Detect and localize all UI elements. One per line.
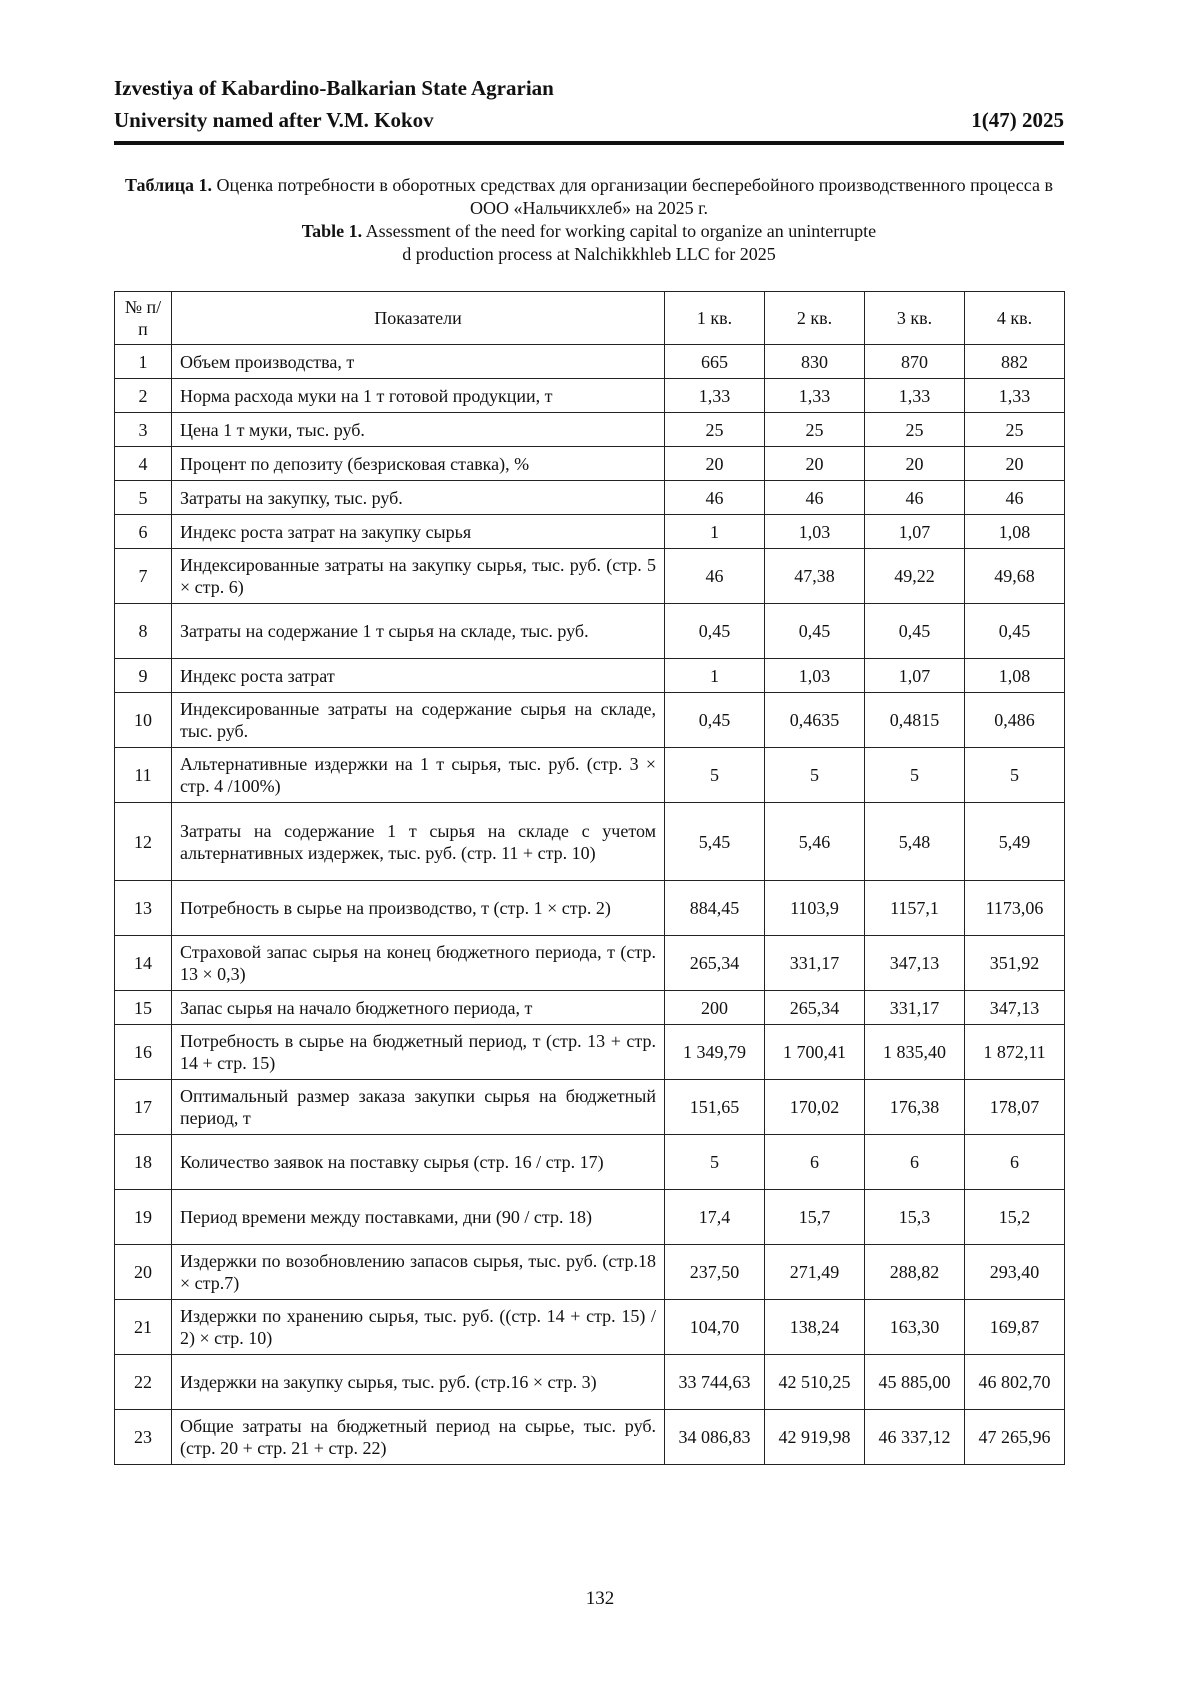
row-indicator: Альтернативные издержки на 1 т сырья, тыс. руб. (стр. 3 × стр. 4 /100%) <box>172 748 665 803</box>
row-value-q1: 200 <box>665 991 765 1025</box>
row-value-q3: 49,22 <box>865 549 965 604</box>
row-number: 19 <box>115 1190 172 1245</box>
row-number: 4 <box>115 447 172 481</box>
row-value-q1: 25 <box>665 413 765 447</box>
page-number: 132 <box>0 1588 1200 1610</box>
row-indicator: Количество заявок на поставку сырья (стр. 16 / стр. 17) <box>172 1135 665 1190</box>
row-number: 1 <box>115 345 172 379</box>
row-indicator: Издержки по возобновлению запасов сырья, тыс. руб. (стр.18 × стр.7) <box>172 1245 665 1300</box>
row-value-q2: 331,17 <box>765 936 865 991</box>
row-value-q2: 15,7 <box>765 1190 865 1245</box>
table-row <box>115 1245 1065 1300</box>
row-number: 9 <box>115 659 172 693</box>
row-value-q1: 5 <box>665 1135 765 1190</box>
row-value-q2: 5 <box>765 748 865 803</box>
row-value-q3: 1157,1 <box>865 881 965 936</box>
table-row <box>115 991 1065 1025</box>
row-value-q1: 884,45 <box>665 881 765 936</box>
row-value-q3: 1,07 <box>865 515 965 549</box>
row-value-q2: 1,33 <box>765 379 865 413</box>
caption-ru <box>114 174 1064 220</box>
row-indicator: Индексированные затраты на закупку сырья, тыс. руб. (стр. 5 × стр. 6) <box>172 549 665 604</box>
table-row <box>115 659 1065 693</box>
row-value-q4: 25 <box>965 413 1065 447</box>
table-row <box>115 1080 1065 1135</box>
row-value-q3: 6 <box>865 1135 965 1190</box>
row-indicator: Норма расхода муки на 1 т готовой продукции, т <box>172 379 665 413</box>
row-indicator: Издержки на закупку сырья, тыс. руб. (стр.16 × стр. 3) <box>172 1355 665 1410</box>
row-value-q4: 882 <box>965 345 1065 379</box>
row-number: 2 <box>115 379 172 413</box>
row-indicator: Затраты на содержание 1 т сырья на складе с учетом альтернативных издержек, тыс. руб. (стр. 11 + стр. 10) <box>172 803 665 881</box>
row-value-q3: 25 <box>865 413 965 447</box>
row-value-q4: 5 <box>965 748 1065 803</box>
row-value-q4: 293,40 <box>965 1245 1065 1300</box>
row-value-q1: 1,33 <box>665 379 765 413</box>
row-number: 16 <box>115 1025 172 1080</box>
header-q4: 4 кв. <box>965 292 1065 345</box>
row-value-q2: 25 <box>765 413 865 447</box>
table-row <box>115 693 1065 748</box>
row-number: 14 <box>115 936 172 991</box>
row-value-q1: 1 <box>665 515 765 549</box>
row-value-q3: 45 885,00 <box>865 1355 965 1410</box>
row-value-q2: 1,03 <box>765 515 865 549</box>
row-value-q3: 20 <box>865 447 965 481</box>
row-indicator: Запас сырья на начало бюджетного периода, т <box>172 991 665 1025</box>
header-divider <box>114 141 1064 145</box>
row-number: 10 <box>115 693 172 748</box>
row-value-q4: 1,33 <box>965 379 1065 413</box>
header-q3: 3 кв. <box>865 292 965 345</box>
row-indicator: Индекс роста затрат на закупку сырья <box>172 515 665 549</box>
row-value-q3: 46 337,12 <box>865 1410 965 1465</box>
row-number: 12 <box>115 803 172 881</box>
row-value-q3: 347,13 <box>865 936 965 991</box>
table-row <box>115 379 1065 413</box>
row-value-q3: 1 835,40 <box>865 1025 965 1080</box>
header-indicator: Показатели <box>172 292 665 345</box>
table-row <box>115 1355 1065 1410</box>
row-value-q2: 42 510,25 <box>765 1355 865 1410</box>
table-row <box>115 1190 1065 1245</box>
row-value-q1: 46 <box>665 481 765 515</box>
header-num: № п/п <box>115 292 172 345</box>
row-value-q1: 33 744,63 <box>665 1355 765 1410</box>
journal-header <box>114 72 1064 136</box>
row-value-q3: 288,82 <box>865 1245 965 1300</box>
row-value-q3: 0,45 <box>865 604 965 659</box>
row-indicator: Затраты на содержание 1 т сырья на складе, тыс. руб. <box>172 604 665 659</box>
row-number: 15 <box>115 991 172 1025</box>
row-indicator: Индексированные затраты на содержание сырья на складе, тыс. руб. <box>172 693 665 748</box>
table-row <box>115 549 1065 604</box>
row-value-q1: 0,45 <box>665 693 765 748</box>
table-row <box>115 881 1065 936</box>
row-value-q4: 1,08 <box>965 659 1065 693</box>
table-row <box>115 413 1065 447</box>
row-indicator: Общие затраты на бюджетный период на сырье, тыс. руб. (стр. 20 + стр. 21 + стр. 22) <box>172 1410 665 1465</box>
row-indicator: Процент по депозиту (безрисковая ставка), % <box>172 447 665 481</box>
row-number: 13 <box>115 881 172 936</box>
data-table <box>114 291 1065 1465</box>
row-value-q2: 265,34 <box>765 991 865 1025</box>
table-row <box>115 803 1065 881</box>
table-header-row <box>115 292 1065 345</box>
row-indicator: Оптимальный размер заказа закупки сырья на бюджетный период, т <box>172 1080 665 1135</box>
table-row <box>115 1025 1065 1080</box>
table-row <box>115 345 1065 379</box>
row-value-q4: 49,68 <box>965 549 1065 604</box>
row-value-q4: 169,87 <box>965 1300 1065 1355</box>
row-value-q2: 20 <box>765 447 865 481</box>
row-value-q1: 17,4 <box>665 1190 765 1245</box>
row-number: 8 <box>115 604 172 659</box>
row-number: 7 <box>115 549 172 604</box>
journal-header-row <box>114 104 1064 136</box>
row-value-q4: 5,49 <box>965 803 1065 881</box>
row-value-q4: 6 <box>965 1135 1065 1190</box>
row-number: 17 <box>115 1080 172 1135</box>
table-row <box>115 515 1065 549</box>
caption-en-text-2: d production process at Nalchikkhleb LLC for 2025 <box>402 244 775 264</box>
table-row <box>115 447 1065 481</box>
row-value-q1: 151,65 <box>665 1080 765 1135</box>
journal-title-line2: University named after V.M. Kokov <box>114 104 434 136</box>
row-value-q3: 46 <box>865 481 965 515</box>
journal-title-line1: Izvestiya of Kabardino-Balkarian State Agrarian <box>114 72 1064 104</box>
row-indicator: Потребность в сырье на бюджетный период, т (стр. 13 + стр. 14 + стр. 15) <box>172 1025 665 1080</box>
row-value-q4: 46 <box>965 481 1065 515</box>
row-value-q4: 1,08 <box>965 515 1065 549</box>
row-value-q4: 20 <box>965 447 1065 481</box>
row-value-q1: 46 <box>665 549 765 604</box>
caption-en-label: Table 1. <box>302 221 362 241</box>
row-indicator: Объем производства, т <box>172 345 665 379</box>
row-value-q2: 1,03 <box>765 659 865 693</box>
row-value-q3: 0,4815 <box>865 693 965 748</box>
table-row <box>115 936 1065 991</box>
row-value-q2: 1103,9 <box>765 881 865 936</box>
row-value-q4: 15,2 <box>965 1190 1065 1245</box>
row-value-q2: 1 700,41 <box>765 1025 865 1080</box>
row-value-q1: 1 <box>665 659 765 693</box>
row-value-q1: 237,50 <box>665 1245 765 1300</box>
row-number: 21 <box>115 1300 172 1355</box>
table-row <box>115 748 1065 803</box>
header-q2: 2 кв. <box>765 292 865 345</box>
row-value-q3: 5 <box>865 748 965 803</box>
row-value-q2: 170,02 <box>765 1080 865 1135</box>
table-body <box>115 345 1065 1465</box>
caption-en <box>114 220 1064 266</box>
row-value-q2: 0,45 <box>765 604 865 659</box>
row-value-q4: 46 802,70 <box>965 1355 1065 1410</box>
row-value-q4: 347,13 <box>965 991 1065 1025</box>
row-value-q4: 178,07 <box>965 1080 1065 1135</box>
row-value-q1: 34 086,83 <box>665 1410 765 1465</box>
row-indicator: Цена 1 т муки, тыс. руб. <box>172 413 665 447</box>
header-q1: 1 кв. <box>665 292 765 345</box>
row-value-q2: 6 <box>765 1135 865 1190</box>
row-value-q4: 0,486 <box>965 693 1065 748</box>
row-number: 22 <box>115 1355 172 1410</box>
row-value-q3: 1,33 <box>865 379 965 413</box>
caption-ru-label: Таблица 1. <box>125 175 212 195</box>
issue-number: 1(47) 2025 <box>971 104 1064 136</box>
row-value-q4: 351,92 <box>965 936 1065 991</box>
row-value-q3: 1,07 <box>865 659 965 693</box>
caption-ru-text: Оценка потребности в оборотных средствах для организации бесперебойного производственного процесса в ООО «Нальчикхлеб» на 2025 г. <box>212 175 1053 218</box>
row-value-q4: 1173,06 <box>965 881 1065 936</box>
row-value-q1: 665 <box>665 345 765 379</box>
row-value-q2: 0,4635 <box>765 693 865 748</box>
row-number: 5 <box>115 481 172 515</box>
row-value-q3: 163,30 <box>865 1300 965 1355</box>
row-value-q3: 15,3 <box>865 1190 965 1245</box>
row-value-q1: 265,34 <box>665 936 765 991</box>
row-number: 20 <box>115 1245 172 1300</box>
table-row <box>115 604 1065 659</box>
row-indicator: Страховой запас сырья на конец бюджетного периода, т (стр. 13 × 0,3) <box>172 936 665 991</box>
row-value-q1: 0,45 <box>665 604 765 659</box>
row-indicator: Период времени между поставками, дни (90 / стр. 18) <box>172 1190 665 1245</box>
row-number: 11 <box>115 748 172 803</box>
row-value-q1: 1 349,79 <box>665 1025 765 1080</box>
table-row <box>115 481 1065 515</box>
row-value-q1: 5 <box>665 748 765 803</box>
row-value-q2: 271,49 <box>765 1245 865 1300</box>
table-caption <box>114 174 1064 266</box>
row-number: 6 <box>115 515 172 549</box>
row-indicator: Потребность в сырье на производство, т (стр. 1 × стр. 2) <box>172 881 665 936</box>
row-value-q3: 331,17 <box>865 991 965 1025</box>
row-value-q2: 47,38 <box>765 549 865 604</box>
row-value-q4: 1 872,11 <box>965 1025 1065 1080</box>
row-value-q1: 5,45 <box>665 803 765 881</box>
row-value-q2: 46 <box>765 481 865 515</box>
row-value-q2: 830 <box>765 345 865 379</box>
row-indicator: Затраты на закупку, тыс. руб. <box>172 481 665 515</box>
row-value-q3: 5,48 <box>865 803 965 881</box>
row-number: 3 <box>115 413 172 447</box>
caption-en-text-1: Assessment of the need for working capital to organize an uninterrupte <box>362 221 876 241</box>
row-value-q2: 42 919,98 <box>765 1410 865 1465</box>
row-value-q1: 104,70 <box>665 1300 765 1355</box>
row-value-q2: 138,24 <box>765 1300 865 1355</box>
row-indicator: Издержки по хранению сырья, тыс. руб. ((стр. 14 + стр. 15) / 2) × стр. 10) <box>172 1300 665 1355</box>
table-row <box>115 1300 1065 1355</box>
row-value-q4: 47 265,96 <box>965 1410 1065 1465</box>
row-indicator: Индекс роста затрат <box>172 659 665 693</box>
row-value-q3: 870 <box>865 345 965 379</box>
table-row <box>115 1410 1065 1465</box>
row-value-q4: 0,45 <box>965 604 1065 659</box>
row-number: 18 <box>115 1135 172 1190</box>
row-value-q3: 176,38 <box>865 1080 965 1135</box>
table-row <box>115 1135 1065 1190</box>
row-number: 23 <box>115 1410 172 1465</box>
row-value-q1: 20 <box>665 447 765 481</box>
row-value-q2: 5,46 <box>765 803 865 881</box>
